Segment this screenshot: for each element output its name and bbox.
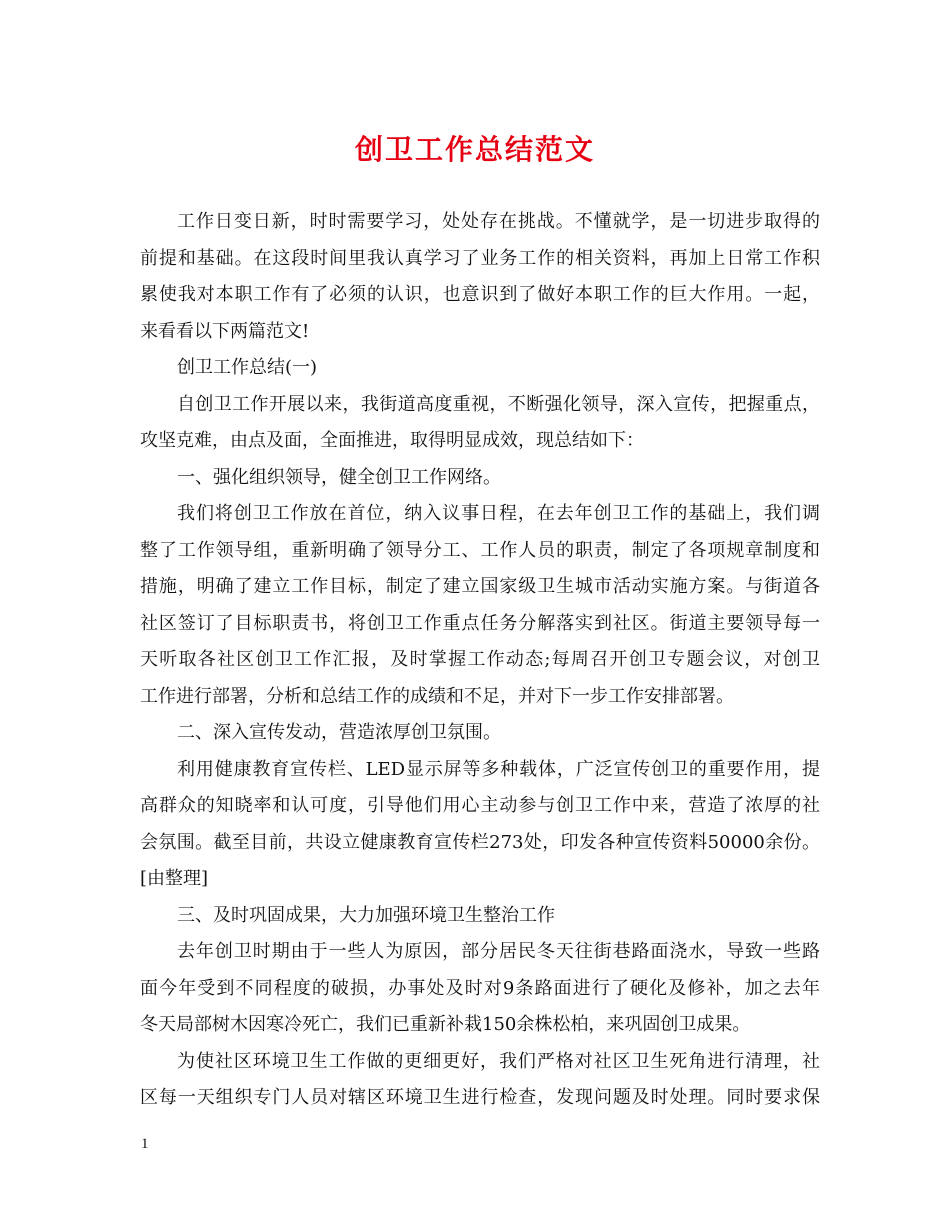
text-line: 整了工作领导组，重新明确了领导分工、工作人员的职责，制定了各项规章制度和 xyxy=(140,539,820,561)
text-line: 工作日变日新，时时需要学习，处处存在挑战。不懂就学，是一切进步取得的 xyxy=(177,211,820,232)
text-line: 累使我对本职工作有了必须的认识，也意识到了做好本职工作的巨大作用。一起， xyxy=(140,284,820,305)
text-line: 区每一天组织专门人员对辖区环境卫生进行检查，发现问题及时处理。同时要求保 xyxy=(140,1087,820,1108)
text-line: 为使社区环境卫生工作做的更细更好，我们严格对社区卫生死角进行清理，社 xyxy=(177,1050,820,1072)
document-title: 创卫工作总结范文 xyxy=(354,133,595,166)
page-number: 1 xyxy=(141,1136,149,1152)
text-line: 会氛围。截至目前，共设立健康教育宣传栏273处，印发各种宣传资料50000余份。 xyxy=(140,831,820,853)
text-line: 创卫工作总结(一) xyxy=(177,357,318,378)
text-line: 面今年受到不同程度的破损，办事处及时对9条路面进行了硬化及修补，加之去年 xyxy=(140,977,820,999)
text-line: 利用健康教育宣传栏、LED显示屏等多种载体，广泛宣传创卫的重要作用，提 xyxy=(177,758,820,780)
text-line: 攻坚克难，由点及面，全面推进，取得明显成效，现总结如下： xyxy=(140,430,644,451)
text-line: 一、强化组织领导，健全创卫工作网络。 xyxy=(177,466,501,488)
text-line: [由整理] xyxy=(140,868,209,889)
text-line: 工作进行部署，分析和总结工作的成绩和不足，并对下一步工作安排部署。 xyxy=(140,685,734,707)
text-line: 社区签订了目标职责书，将创卫工作重点任务分解落实到社区。街道主要领导每一 xyxy=(140,612,820,634)
text-line: 天听取各社区创卫工作汇报，及时掌握工作动态;每周召开创卫专题会议，对创卫 xyxy=(140,649,820,670)
document-body xyxy=(140,204,820,1117)
text-line: 二、深入宣传发动，营造浓厚创卫氛围。 xyxy=(177,722,501,743)
text-line: 冬天局部树木因寒冷死亡，我们已重新补栽150余株松柏，来巩固创卫成果。 xyxy=(140,1014,751,1035)
text-line: 措施，明确了建立工作目标，制定了建立国家级卫生城市活动实施方案。与街道各 xyxy=(140,576,820,597)
text-line: 我们将创卫工作放在首位，纳入议事日程，在去年创卫工作的基础上，我们调 xyxy=(177,503,820,524)
text-line: 自创卫工作开展以来，我街道高度重视，不断强化领导，深入宣传，把握重点， xyxy=(177,393,820,415)
text-line: 高群众的知晓率和认可度，引导他们用心主动参与创卫工作中来，营造了浓厚的社 xyxy=(140,795,820,816)
text-line: 来看看以下两篇范文! xyxy=(140,320,310,342)
text-line: 前提和基础。在这段时间里我认真学习了业务工作的相关资料，再加上日常工作积 xyxy=(140,247,820,269)
text-line: 去年创卫时期由于一些人为原因，部分居民冬天往街巷路面浇水，导致一些路 xyxy=(177,941,820,962)
text-line: 三、及时巩固成果，大力加强环境卫生整治工作 xyxy=(177,904,555,926)
